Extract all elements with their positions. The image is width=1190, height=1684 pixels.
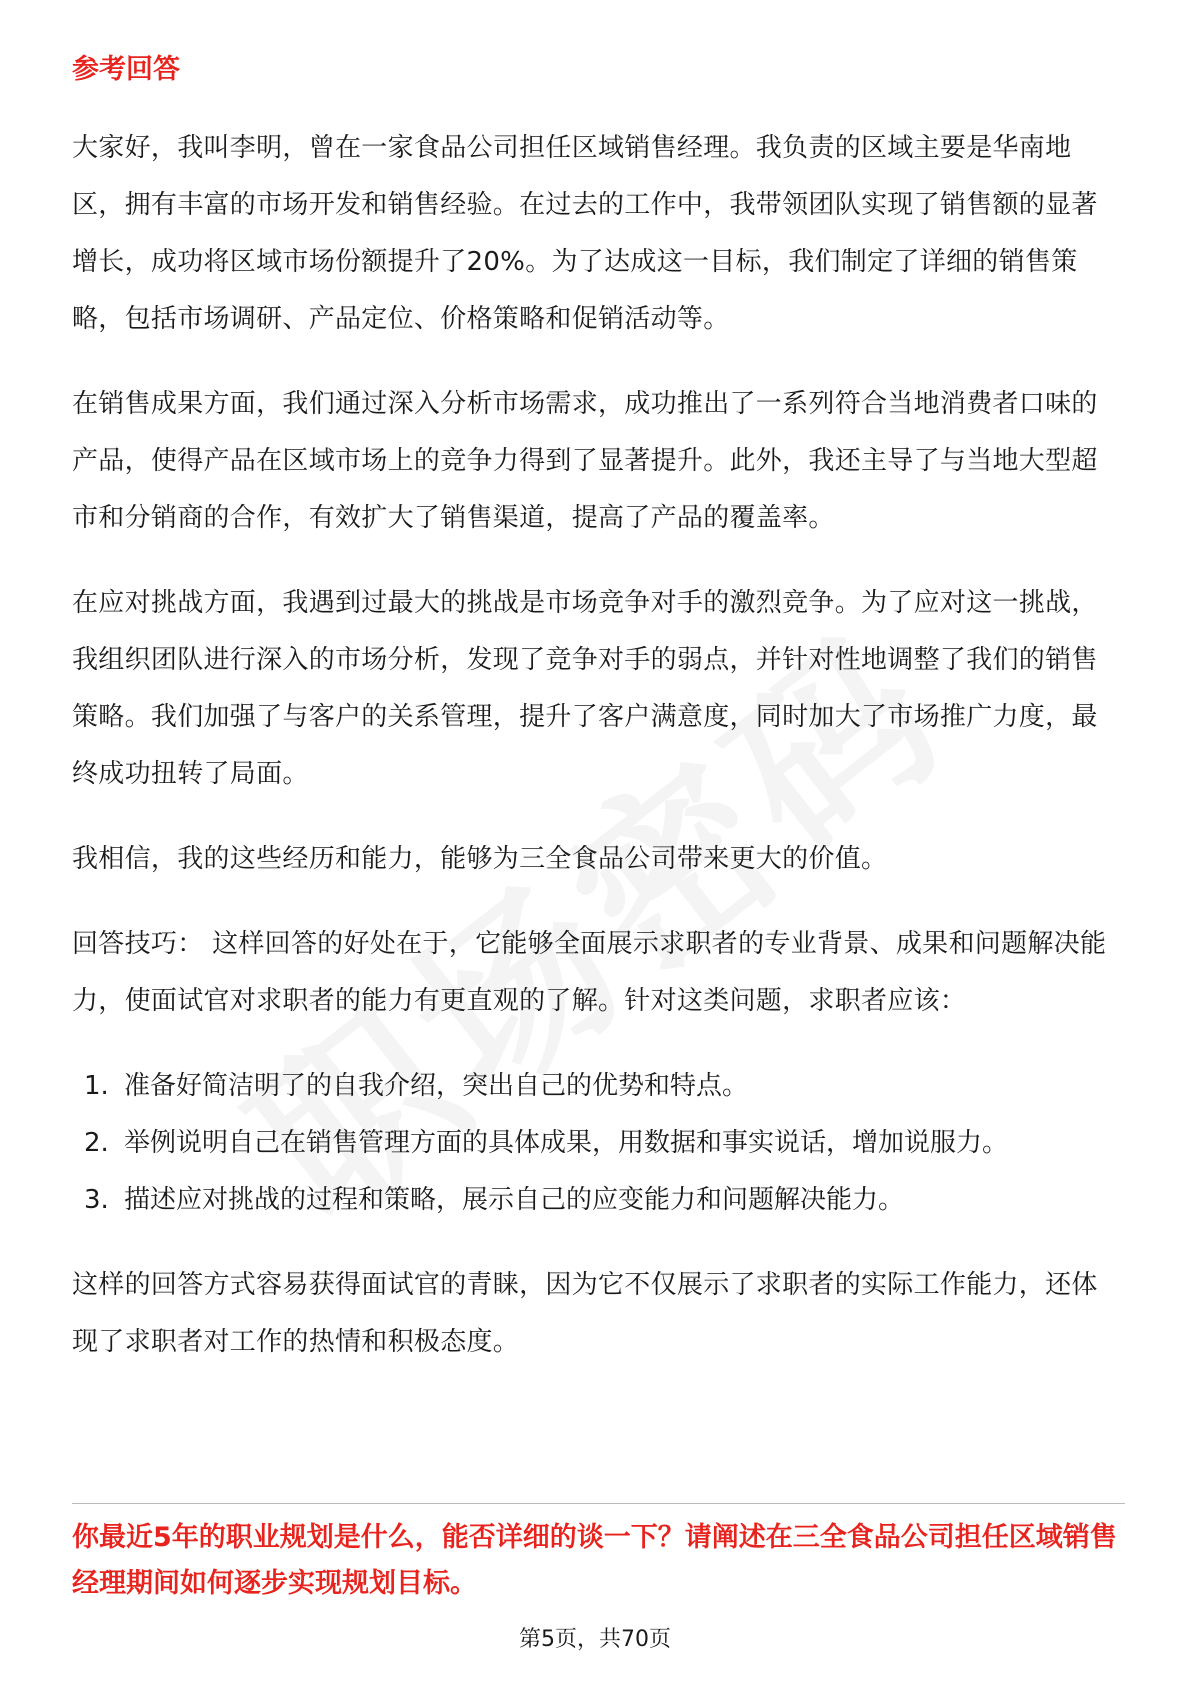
next-question: 你最近5年的职业规划是什么，能否详细的谈一下？请阐述在三全食品公司担任区域销售经理期间如何逐步实现规划目标。 xyxy=(72,1522,1117,1599)
paragraph-closing: 这样的回答方式容易获得面试官的青睐，因为它不仅展示了求职者的实际工作能力，还体现了求职者对工作的热情和积极态度。 xyxy=(72,1270,1098,1357)
document-body xyxy=(72,40,1122,1399)
paragraph-intro: 大家好，我叫李明，曾在一家食品公司担任区域销售经理。我负责的区域主要是华南地区，拥有丰富的市场开发和销售经验。在过去的工作中，我带领团队实现了销售额的显著增长，成功将区域市场份额提升了20%。为了达成这一目标，我们制定了详细的销售策略，包括市场调研、产品定位、价格策略和促销活动等。 xyxy=(72,133,1098,334)
list-item xyxy=(72,1115,1122,1172)
list-number: 2. xyxy=(84,1128,109,1158)
list-text: 准备好简洁明了的自我介绍，突出自己的优势和特点。 xyxy=(124,1071,749,1101)
list-item xyxy=(72,1058,1122,1115)
section-title: 参考回答 xyxy=(72,54,180,85)
page-footer: 第5页，共70页 xyxy=(519,1627,671,1652)
list-text: 举例说明自己在销售管理方面的具体成果，用数据和事实说话，增加说服力。 xyxy=(124,1128,1009,1158)
list-number: 3. xyxy=(84,1185,109,1215)
paragraph-tips-intro: 回答技巧： 这样回答的好处在于，它能够全面展示求职者的专业背景、成果和问题解决能力，使面试官对求职者的能力有更直观的了解。针对这类问题，求职者应该： xyxy=(72,929,1107,1016)
list-item xyxy=(72,1172,1122,1229)
paragraph-conclusion: 我相信，我的这些经历和能力，能够为三全食品公司带来更大的价值。 xyxy=(72,844,888,874)
list-number: 1. xyxy=(84,1071,109,1101)
paragraph-challenges: 在应对挑战方面，我遇到过最大的挑战是市场竞争对手的激烈竞争。为了应对这一挑战，我组织团队进行深入的市场分析，发现了竞争对手的弱点，并针对性地调整了我们的销售策略。我们加强了与客户的关系管理，提升了客户满意度，同时加大了市场推广力度，最终成功扭转了局面。 xyxy=(72,588,1098,789)
tips-list xyxy=(72,1058,1122,1229)
divider xyxy=(72,1503,1125,1504)
paragraph-results: 在销售成果方面，我们通过深入分析市场需求，成功推出了一系列符合当地消费者口味的产品，使得产品在区域市场上的竞争力得到了显著提升。此外，我还主导了与当地大型超市和分销商的合作，有效扩大了销售渠道，提高了产品的覆盖率。 xyxy=(72,389,1098,533)
list-text: 描述应对挑战的过程和策略，展示自己的应变能力和问题解决能力。 xyxy=(124,1185,905,1215)
